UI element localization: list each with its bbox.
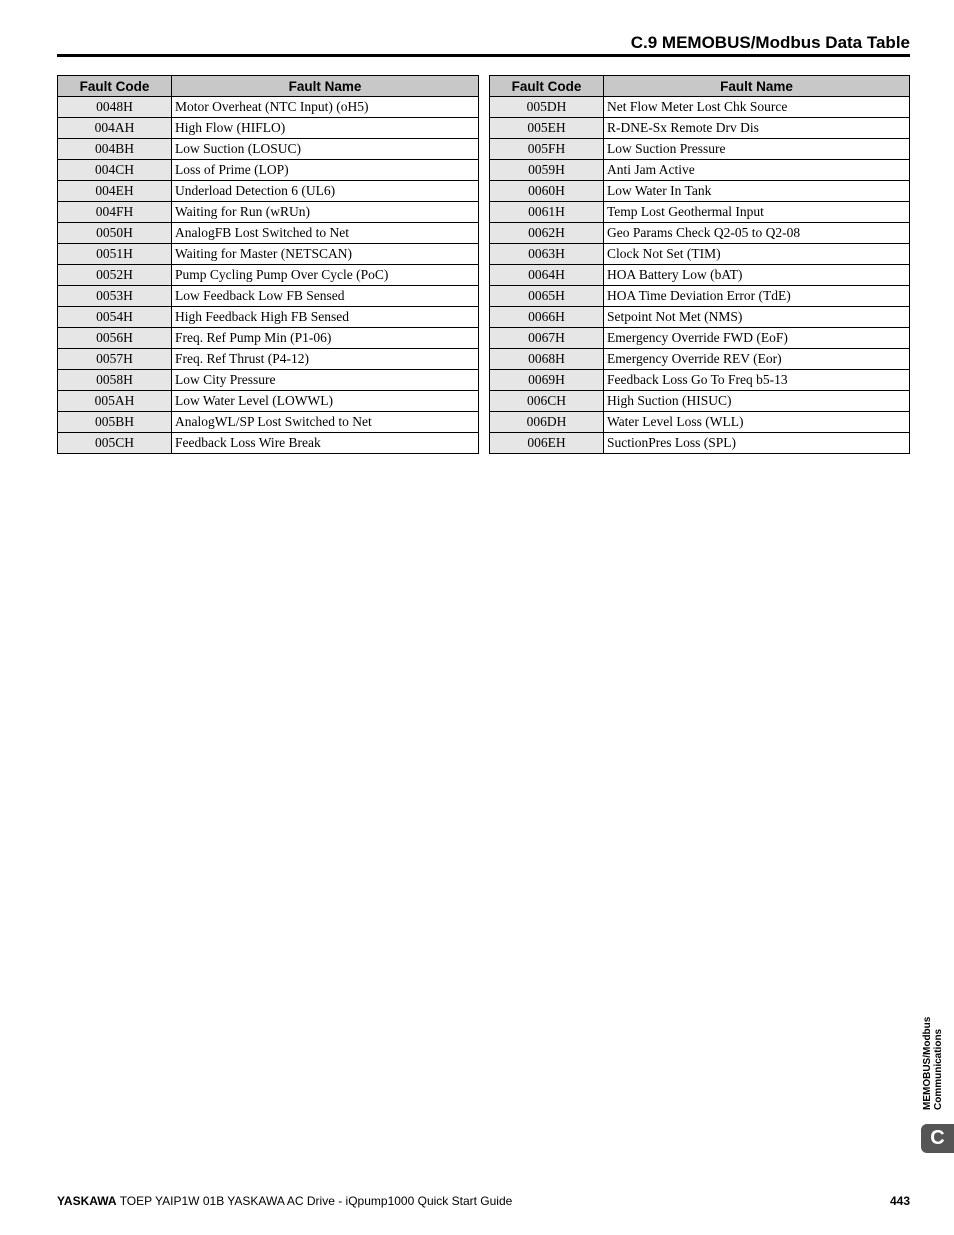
table-row bbox=[58, 412, 479, 433]
section-title: C.9 MEMOBUS/Modbus Data Table bbox=[630, 33, 910, 52]
table-row bbox=[58, 97, 479, 118]
table-row bbox=[58, 160, 479, 181]
table-row bbox=[490, 202, 910, 223]
table-row bbox=[58, 328, 479, 349]
table-row bbox=[58, 349, 479, 370]
column-header-fault-code: Fault Code bbox=[490, 76, 604, 97]
table-row bbox=[58, 433, 479, 454]
fault-name-cell: Low Feedback Low FB Sensed bbox=[172, 286, 479, 307]
fault-code-cell: 0069H bbox=[490, 370, 604, 391]
page-number: 443 bbox=[889, 1194, 910, 1208]
fault-name-cell: Emergency Override FWD (EoF) bbox=[604, 328, 910, 349]
fault-name-cell: Motor Overheat (NTC Input) (oH5) bbox=[172, 97, 479, 118]
fault-code-cell: 0059H bbox=[490, 160, 604, 181]
fault-name-cell: Geo Params Check Q2-05 to Q2-08 bbox=[604, 223, 910, 244]
fault-code-cell: 004BH bbox=[58, 139, 172, 160]
table-row bbox=[490, 286, 910, 307]
fault-code-cell: 0062H bbox=[490, 223, 604, 244]
fault-code-cell: 005BH bbox=[58, 412, 172, 433]
fault-code-cell: 004AH bbox=[58, 118, 172, 139]
fault-name-cell: Net Flow Meter Lost Chk Source bbox=[604, 97, 910, 118]
fault-code-cell: 0058H bbox=[58, 370, 172, 391]
fault-name-cell: Clock Not Set (TIM) bbox=[604, 244, 910, 265]
footer-brand: YASKAWA bbox=[57, 1194, 117, 1208]
side-tab-line-1: MEMOBUS/Modbus bbox=[922, 1016, 933, 1110]
table-row bbox=[490, 307, 910, 328]
fault-name-cell: AnalogWL/SP Lost Switched to Net bbox=[172, 412, 479, 433]
table-row bbox=[490, 160, 910, 181]
table-row bbox=[490, 244, 910, 265]
footer-doc-title: TOEP YAIP1W 01B YASKAWA AC Drive - iQpump1000 Quick Start Guide bbox=[116, 1194, 513, 1208]
fault-name-cell: Loss of Prime (LOP) bbox=[172, 160, 479, 181]
fault-name-cell: High Flow (HIFLO) bbox=[172, 118, 479, 139]
side-tab-line-2: Communications bbox=[933, 1028, 944, 1110]
column-header-fault-name: Fault Name bbox=[604, 76, 910, 97]
fault-name-cell: Setpoint Not Met (NMS) bbox=[604, 307, 910, 328]
fault-name-cell: Anti Jam Active bbox=[604, 160, 910, 181]
fault-name-cell: R-DNE-Sx Remote Drv Dis bbox=[604, 118, 910, 139]
fault-name-cell: SuctionPres Loss (SPL) bbox=[604, 433, 910, 454]
footer-text bbox=[57, 1194, 512, 1208]
column-header-fault-name: Fault Name bbox=[172, 76, 479, 97]
table-row bbox=[490, 412, 910, 433]
fault-code-cell: 0064H bbox=[490, 265, 604, 286]
fault-code-cell: 004EH bbox=[58, 181, 172, 202]
table-row bbox=[58, 223, 479, 244]
table-row bbox=[490, 433, 910, 454]
fault-code-cell: 0060H bbox=[490, 181, 604, 202]
fault-name-cell: HOA Battery Low (bAT) bbox=[604, 265, 910, 286]
table-row bbox=[58, 202, 479, 223]
table-row bbox=[490, 139, 910, 160]
fault-code-cell: 005DH bbox=[490, 97, 604, 118]
fault-code-cell: 0056H bbox=[58, 328, 172, 349]
table-row bbox=[490, 223, 910, 244]
fault-code-cell: 006DH bbox=[490, 412, 604, 433]
fault-table-left bbox=[57, 75, 479, 454]
fault-code-cell: 006EH bbox=[490, 433, 604, 454]
fault-code-cell: 0063H bbox=[490, 244, 604, 265]
fault-code-cell: 005EH bbox=[490, 118, 604, 139]
fault-table-right bbox=[489, 75, 910, 454]
side-tab-label bbox=[922, 990, 944, 1110]
fault-name-cell: High Suction (HISUC) bbox=[604, 391, 910, 412]
fault-name-cell: Feedback Loss Go To Freq b5-13 bbox=[604, 370, 910, 391]
fault-name-cell: Temp Lost Geothermal Input bbox=[604, 202, 910, 223]
table-row bbox=[490, 349, 910, 370]
fault-code-cell: 0067H bbox=[490, 328, 604, 349]
fault-code-cell: 0050H bbox=[58, 223, 172, 244]
table-row bbox=[490, 97, 910, 118]
fault-name-cell: Water Level Loss (WLL) bbox=[604, 412, 910, 433]
table-row bbox=[58, 139, 479, 160]
table-row bbox=[490, 391, 910, 412]
column-header-fault-code: Fault Code bbox=[58, 76, 172, 97]
table-row bbox=[58, 265, 479, 286]
fault-code-cell: 005FH bbox=[490, 139, 604, 160]
table-row bbox=[58, 307, 479, 328]
table-row bbox=[490, 181, 910, 202]
fault-name-cell: Emergency Override REV (Eor) bbox=[604, 349, 910, 370]
fault-name-cell: Freq. Ref Pump Min (P1-06) bbox=[172, 328, 479, 349]
fault-name-cell: Low City Pressure bbox=[172, 370, 479, 391]
table-row bbox=[58, 118, 479, 139]
table-header-row bbox=[58, 76, 479, 97]
table-header-row bbox=[490, 76, 910, 97]
fault-code-cell: 004FH bbox=[58, 202, 172, 223]
fault-code-cell: 0061H bbox=[490, 202, 604, 223]
fault-code-cell: 0068H bbox=[490, 349, 604, 370]
fault-name-cell: Waiting for Run (wRUn) bbox=[172, 202, 479, 223]
fault-name-cell: Low Water In Tank bbox=[604, 181, 910, 202]
table-row bbox=[490, 328, 910, 349]
table-row bbox=[490, 118, 910, 139]
fault-name-cell: Waiting for Master (NETSCAN) bbox=[172, 244, 479, 265]
fault-name-cell: Low Suction (LOSUC) bbox=[172, 139, 479, 160]
fault-name-cell: Pump Cycling Pump Over Cycle (PoC) bbox=[172, 265, 479, 286]
fault-code-cell: 006CH bbox=[490, 391, 604, 412]
fault-code-cell: 005AH bbox=[58, 391, 172, 412]
table-row bbox=[58, 286, 479, 307]
table-row bbox=[490, 370, 910, 391]
header-rule bbox=[57, 54, 910, 57]
fault-code-cell: 0066H bbox=[490, 307, 604, 328]
chapter-tab: C bbox=[921, 1124, 954, 1153]
fault-code-cell: 0054H bbox=[58, 307, 172, 328]
fault-name-cell: Low Water Level (LOWWL) bbox=[172, 391, 479, 412]
fault-code-cell: 0057H bbox=[58, 349, 172, 370]
fault-name-cell: Feedback Loss Wire Break bbox=[172, 433, 479, 454]
fault-code-cell: 004CH bbox=[58, 160, 172, 181]
table-row bbox=[58, 370, 479, 391]
fault-name-cell: HOA Time Deviation Error (TdE) bbox=[604, 286, 910, 307]
fault-code-cell: 0052H bbox=[58, 265, 172, 286]
table-row bbox=[490, 265, 910, 286]
fault-name-cell: Low Suction Pressure bbox=[604, 139, 910, 160]
fault-name-cell: Underload Detection 6 (UL6) bbox=[172, 181, 479, 202]
table-row bbox=[58, 181, 479, 202]
fault-code-cell: 0065H bbox=[490, 286, 604, 307]
fault-code-cell: 0048H bbox=[58, 97, 172, 118]
fault-name-cell: High Feedback High FB Sensed bbox=[172, 307, 479, 328]
table-row bbox=[58, 391, 479, 412]
table-row bbox=[58, 244, 479, 265]
fault-name-cell: Freq. Ref Thrust (P4-12) bbox=[172, 349, 479, 370]
fault-code-cell: 0053H bbox=[58, 286, 172, 307]
fault-code-cell: 005CH bbox=[58, 433, 172, 454]
fault-code-cell: 0051H bbox=[58, 244, 172, 265]
fault-name-cell: AnalogFB Lost Switched to Net bbox=[172, 223, 479, 244]
